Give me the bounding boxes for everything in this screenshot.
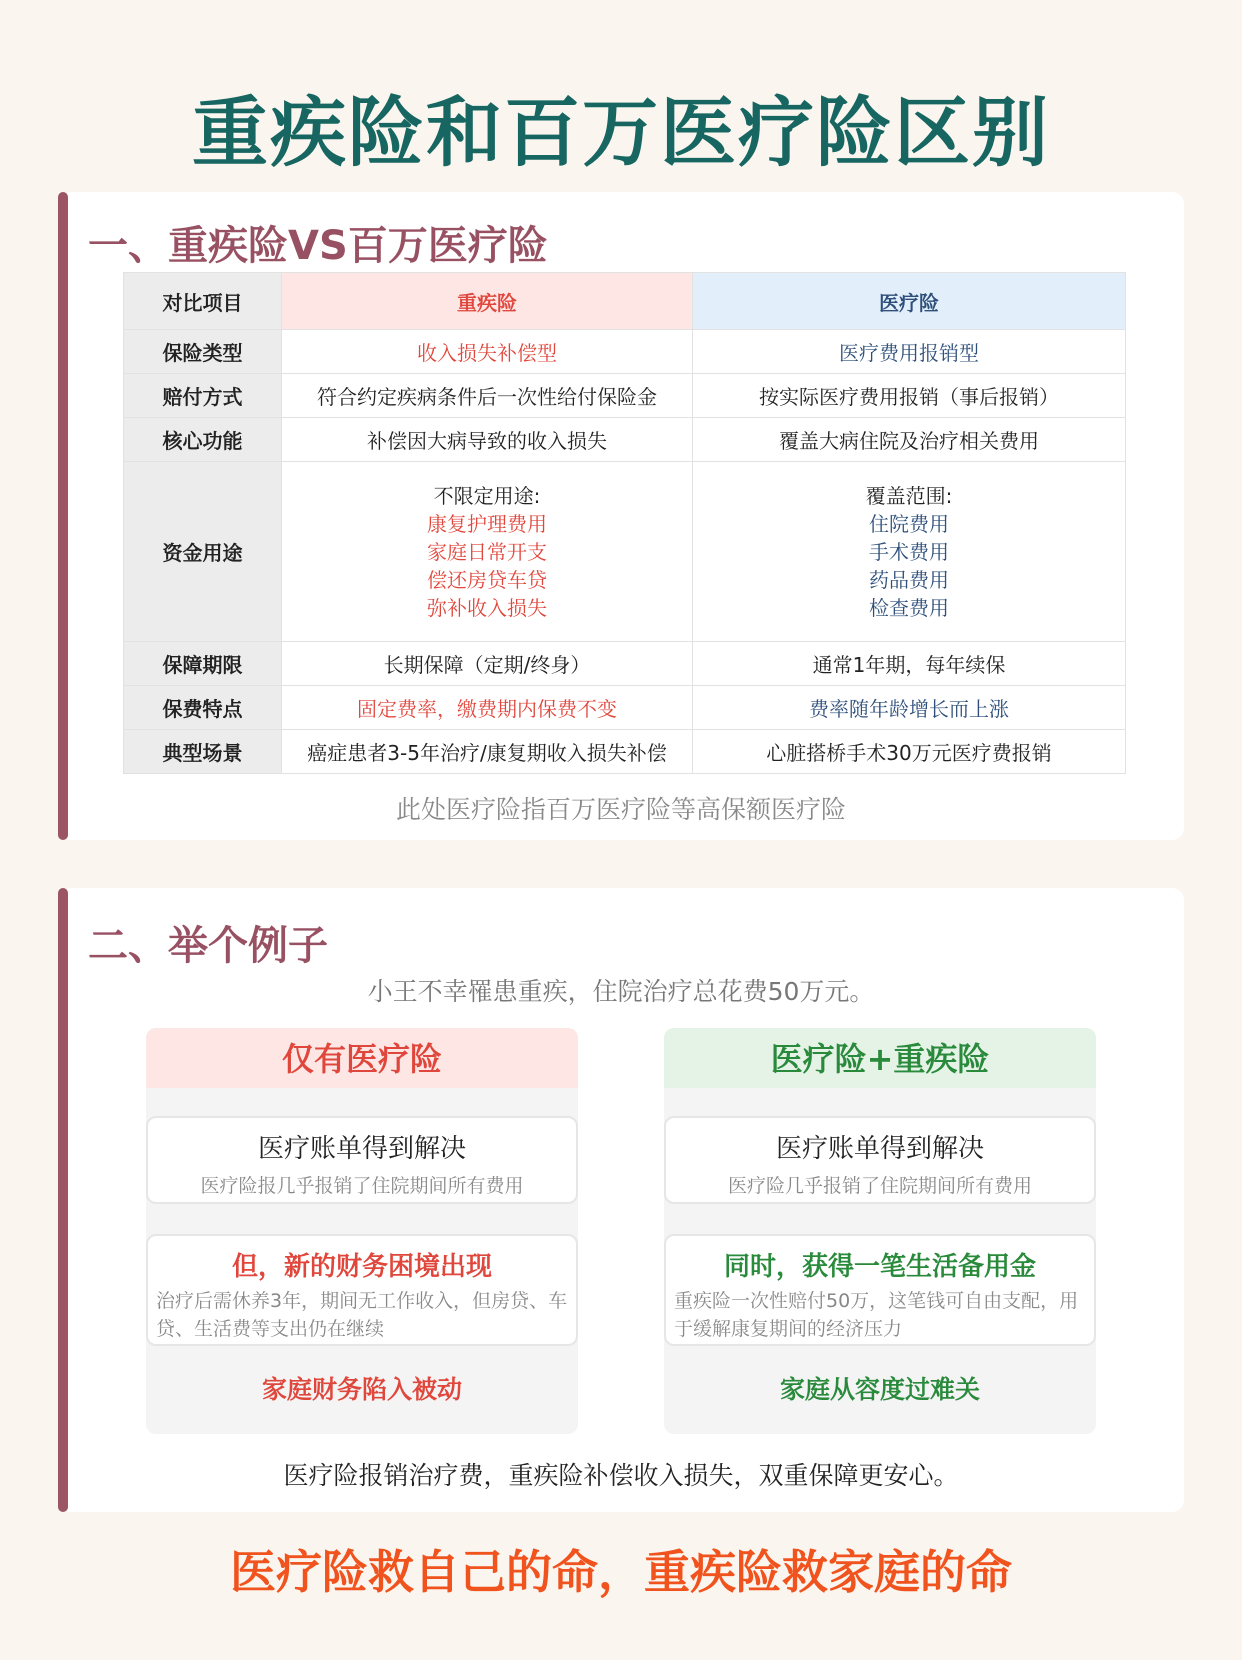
cell-medical: 按实际医疗费用报销（事后报销） [693,374,1126,418]
scenario-head: 医疗险+重疾险 [664,1028,1096,1088]
usage-item: 手术费用 [869,539,949,564]
example-summary: 医疗险报销治疗费，重疾险补偿收入损失，双重保障更安心。 [283,1461,959,1490]
table-row-usage [124,462,1126,642]
table-header-row [124,273,1126,330]
usage-item: 偿还房贷车贷 [427,567,547,592]
example-intro: 小王不幸罹患重疾，住院治疗总花费50万元。 [367,977,875,1006]
row-label: 核心功能 [124,418,282,462]
box-subtitle: 治疗后需休养3年，期间无工作收入，但房贷、车贷、生活费等支出仍在继续 [156,1290,568,1340]
cell-medical: 费率随年龄增长而上涨 [693,686,1126,730]
usage-item: 检查费用 [869,595,949,620]
usage-item: 住院费用 [869,511,949,536]
cell-critical: 癌症患者3-5年治疗/康复期收入损失补偿 [282,730,693,774]
scenario-result: 家庭从容度过难关 [779,1375,980,1404]
section-heading: 二、举个例子 [88,923,328,969]
scenario-box [146,1234,578,1346]
row-label: 赔付方式 [124,374,282,418]
scenario-medical-plus-critical [664,1028,1096,1434]
scenario-head: 仅有医疗险 [146,1028,578,1088]
table-row [124,418,1126,462]
row-label: 资金用途 [124,462,282,642]
cell-medical: 通常1年期，每年续保 [693,642,1126,686]
header-item: 对比项目 [124,273,282,330]
usage-item: 康复护理费用 [427,511,547,536]
cell-critical: 固定费率，缴费期内保费不变 [282,686,693,730]
usage-item: 家庭日常开支 [427,539,547,564]
cell-critical: 符合约定疾病条件后一次性给付保险金 [282,374,693,418]
section-heading: 一、重疾险VS百万医疗险 [88,223,548,269]
box-subtitle: 医疗险报几乎报销了住院期间所有费用 [200,1175,524,1197]
scenario-box [146,1116,578,1204]
cell-medical: 心脏搭桥手术30万元医疗费报销 [693,730,1126,774]
comparison-card [58,192,1184,840]
scenario-box [664,1234,1096,1346]
header-medical: 医疗险 [693,273,1126,330]
box-title: 同时，获得一笔生活备用金 [723,1252,1036,1282]
cell-critical: 收入损失补偿型 [282,330,693,374]
slogan: 医疗险救自己的命，重疾险救家庭的命 [230,1545,1012,1599]
box-title: 但，新的财务困境出现 [231,1252,492,1282]
row-label: 典型场景 [124,730,282,774]
cell-medical: 医疗费用报销型 [693,330,1126,374]
box-subtitle: 医疗险几乎报销了住院期间所有费用 [727,1175,1032,1197]
header-critical-illness: 重疾险 [282,273,693,330]
cell-critical-usage [282,462,693,642]
page-title: 重疾险和百万医疗险区别 [192,88,1050,177]
usage-item: 药品费用 [869,567,949,592]
row-label: 保费特点 [124,686,282,730]
cell-critical: 补偿因大病导致的收入损失 [282,418,693,462]
cell-medical-usage [693,462,1126,642]
box-subtitle: 重疾险一次性赔付50万，这笔钱可自由支配，用于缓解康复期间的经济压力 [674,1290,1079,1340]
usage-head: 不限定用途: [433,483,541,508]
comparison-table [123,272,1126,774]
table-row [124,330,1126,374]
row-label: 保障期限 [124,642,282,686]
example-card [58,888,1184,1512]
scenario-medical-only [146,1028,578,1434]
row-label: 保险类型 [124,330,282,374]
table-row [124,686,1126,730]
table-note: 此处医疗险指百万医疗险等高保额医疗险 [395,795,846,824]
scenario-box [664,1116,1096,1204]
usage-head: 覆盖范围: [865,483,953,508]
table-row [124,374,1126,418]
table-row [124,642,1126,686]
box-title: 医疗账单得到解决 [775,1134,984,1164]
table-row [124,730,1126,774]
cell-critical: 长期保障（定期/终身） [282,642,693,686]
cell-medical: 覆盖大病住院及治疗相关费用 [693,418,1126,462]
usage-item: 弥补收入损失 [427,595,547,620]
box-title: 医疗账单得到解决 [257,1134,466,1164]
scenario-result: 家庭财务陷入被动 [261,1375,462,1404]
